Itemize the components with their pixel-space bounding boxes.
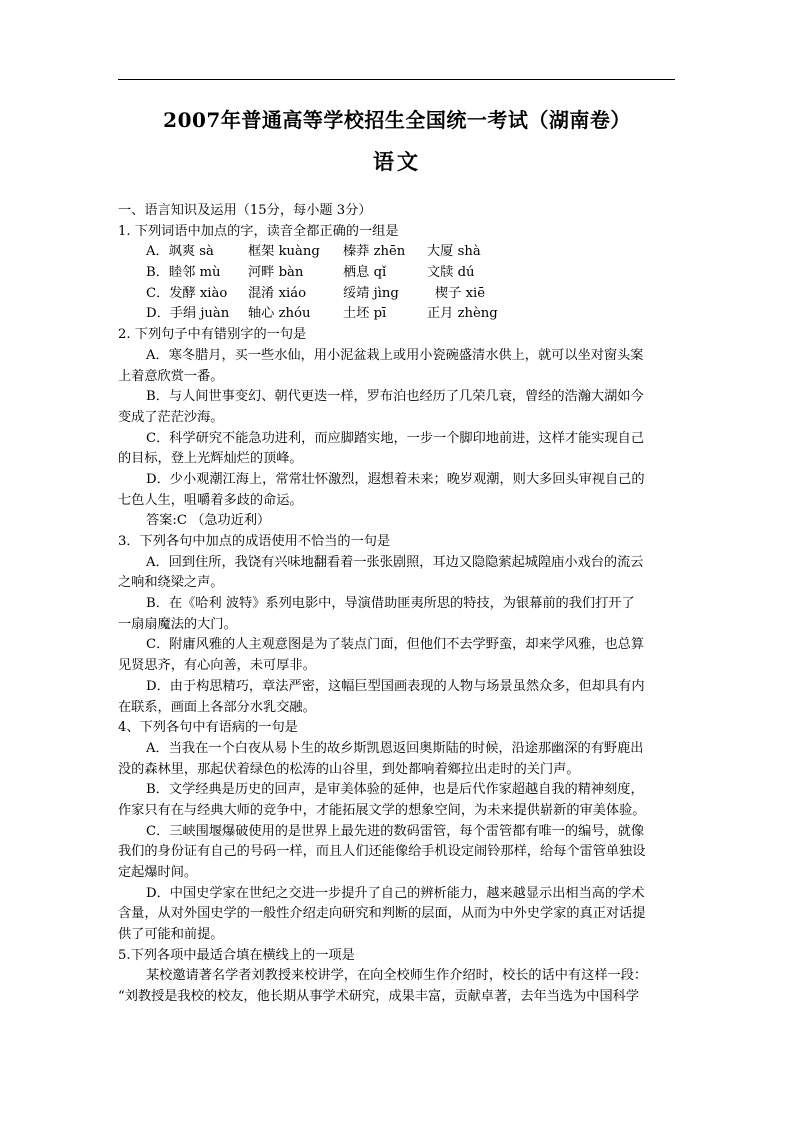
- option-word: C．发酵 xiào: [146, 285, 228, 301]
- question-4-option-line: 我们的身份证有自己的号码一样，而且人们还能像给手机设定闹铃那样，给每个雷管单独设: [118, 844, 646, 860]
- question-3-option-line: D．由于构思精巧，章法严密，这幅巨型国画表现的人物与场景虽然众多，但却具有内: [146, 678, 645, 694]
- question-2-option-line: A．寒冬腊月，买一些水仙，用小泥盆栽上或用小瓷碗盛清水供上，就可以坐对窗头案: [146, 347, 644, 363]
- question-4-option-line: 没的森林里，那起伏着绿色的松涛的山谷里，到处都响着鄉拉出走时的关门声。: [118, 761, 580, 777]
- question-4-option-line: 作家只有在与经典大师的竞争中，才能拓展文学的想象空间，为未来提供崭新的审美体验。: [118, 802, 646, 818]
- question-4-option-line: 含量，从对外国史学的一般性介绍走向研究和判断的层面，从而为中外史学家的真正对话提: [118, 906, 646, 922]
- option-word: 正月 zhèng: [427, 306, 498, 322]
- question-4-option-line: A．当我在一个白夜从易卜生的故乡斯凯恩返回奥斯陆的时候，沿途那幽深的有野鹿出: [146, 740, 644, 756]
- option-word: 栖息 qǐ: [343, 265, 387, 281]
- option-word: B．睦邻 mù: [146, 265, 221, 281]
- question-2-option-line: 的目标，登上光辉灿烂的顶峰。: [118, 451, 303, 467]
- question-2-stem: 2. 下列句子中有错别字的一句是: [118, 327, 307, 343]
- question-5-stem: 5.下列各项中最适合填在横线上的一项是: [118, 947, 355, 963]
- question-2-option-line: 变成了茫茫沙海。: [118, 409, 224, 425]
- question-4-option-line: 定起爆时间。: [118, 865, 198, 880]
- question-3-stem: 3．下列各句中加点的成语使用不恰当的一句是: [118, 534, 391, 549]
- question-3-option-line: A．回到住所，我饶有兴味地翻看着一张张剧照，耳边又隐隐萦起城隍庙小戏台的流云: [146, 554, 644, 570]
- option-word: 轴心 zhóu: [248, 306, 311, 322]
- question-2-option-line: D．少小观潮江海上，常常壮怀激烈，遐想着未来；晚岁观潮，则大多回头审视自己的: [146, 471, 645, 487]
- question-5-passage-line: 某校邀请著名学者刘教授来校讲学，在向全校师生作介绍时，校长的话中有这样一段：: [146, 968, 648, 984]
- question-1-option-a: [118, 242, 675, 263]
- header-rule: [118, 79, 675, 80]
- question-2-option-line: B．与人间世事变幻、朝代更迭一样，罗布泊也经历了几荣几衰，曾经的浩瀚大湖如今: [146, 389, 644, 405]
- question-3-option-line: 见贤思齐，有心向善，未可厚非。: [118, 658, 316, 674]
- question-4-option-line: B．文学经典是历史的回声，是审美体验的延伸，也是后代作家超越自我的精神刻度，: [146, 782, 644, 798]
- option-word: 河畔 bàn: [248, 265, 304, 281]
- option-word: 绥靖 jìng: [343, 285, 399, 301]
- question-2-option-line: 七色人生，咀嚼着多歧的命运。: [118, 492, 303, 508]
- option-word: 混淆 xiáo: [248, 285, 307, 301]
- exam-content: [118, 201, 675, 1008]
- question-4-option-line: C．三峡围堰爆破使用的是世界上最先进的数码雷管，每个雷管都有唯一的编号，就像: [146, 823, 645, 839]
- question-4-option-line: D．中国史学家在世纪之交进一步提升了自己的辨析能力，越来越显示出相当高的学术: [146, 885, 645, 901]
- question-3-option-line: 在联系，画面上各部分水乳交融。: [118, 699, 316, 715]
- option-word: A．飒爽 sà: [146, 244, 214, 260]
- question-5-passage-line: “刘教授是我校的校友，他长期从事学术研究，成果丰富，贡献卓著，去年当选为中国科学: [118, 989, 640, 1005]
- question-1-option-c: [118, 284, 675, 305]
- subject-title: 语文: [373, 149, 421, 174]
- question-2-option-line: C．科学研究不能急功进利，而应脚踏实地，一步一个脚印地前进，这样才能实现自己: [146, 430, 645, 446]
- option-word: 大厦 shà: [427, 244, 481, 260]
- option-word: 土坯 pī: [343, 306, 387, 322]
- question-4-option-line: 供了可能和前提。: [118, 927, 224, 943]
- option-word: 框架 kuàng: [248, 244, 320, 260]
- section-heading: 一、语言知识及运用（15分，每小题 3分）: [118, 203, 372, 218]
- question-3-option-line: 一扇扇魔法的大门。: [118, 616, 237, 632]
- question-3-option-line: B．在《哈利 波特》系列电影中，导演借助匪夷所思的特技，为银幕前的我们打开了: [146, 596, 635, 612]
- question-1-stem: 1. 下列词语中加点的字，读音全都正确的一组是: [118, 223, 399, 239]
- option-word: 榛莽 zhēn: [343, 244, 406, 260]
- option-word: 楔子 xiē: [435, 285, 486, 301]
- option-word: D．手绢 juàn: [146, 306, 230, 322]
- question-3-option-line: 之响和绕梁之声。: [118, 575, 224, 591]
- question-1-option-d: [118, 304, 675, 325]
- question-2-option-line: 上着意欣赏一番。: [118, 368, 224, 384]
- question-4-stem: 4、下列各句中有语病的一句是: [118, 720, 298, 736]
- option-word: 文牍 dú: [427, 265, 475, 281]
- question-2-answer: 答案:C （急功近利）: [146, 513, 271, 529]
- question-1-option-b: [118, 263, 675, 284]
- exam-title: 2007年普通高等学校招生全国统一考试（湖南卷）: [163, 108, 631, 132]
- question-3-option-line: C．附庸风雅的人主观意图是为了装点门面，但他们不去学野蛮，却来学风雅，也总算: [146, 637, 645, 653]
